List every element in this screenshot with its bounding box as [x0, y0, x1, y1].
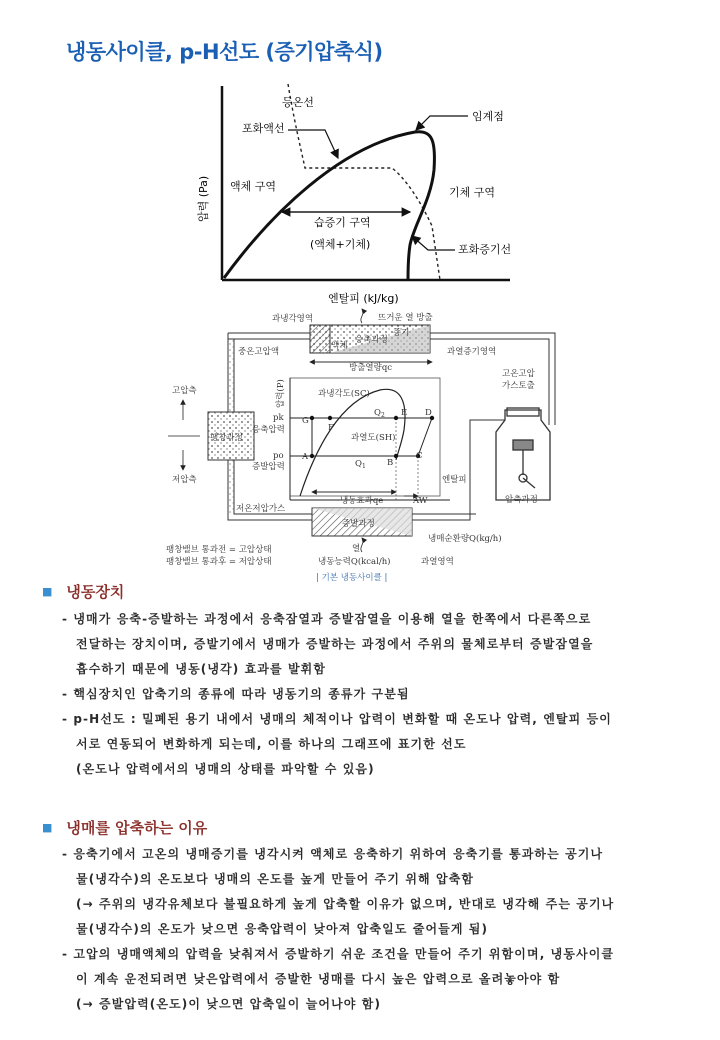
gas-discharge-label: 가스토출 [502, 381, 535, 391]
point-g-label: G [302, 416, 309, 426]
expansion-label: 팽창과정 [210, 433, 243, 443]
q2-label: $Q_2$ [374, 408, 385, 419]
point-c-label: C [416, 451, 423, 461]
body-line: - 고압의 냉매액체의 압력을 낮춰져서 증발하기 쉬운 조건을 만들어 주기 위함이며, 냉동사이클 [62, 947, 615, 961]
high-side-label: 고압측 [172, 386, 197, 396]
hot-heat-out-label: 뜨거운 열 방출 [378, 313, 433, 323]
flow-rate-label: 냉매순환량Q(kg/h) [428, 534, 502, 544]
sat-vapor-label: 포화증기선 [458, 243, 512, 256]
point-e-label: E [401, 408, 408, 418]
section-heading-compress-reason: ■ 냉매를 압축하는 이유 [42, 819, 208, 837]
valve-after-label: 팽창밸브 통과후 = 저압상태 [166, 557, 272, 567]
pk-label: pk [273, 413, 284, 423]
body-line: - 응축기에서 고온의 냉매증기를 냉각시켜 액체로 응축하기 위하여 응축기를 통과하는 공기나 [62, 847, 604, 861]
body-line: - 핵심장치인 압축기의 종류에 따라 냉동기의 종류가 구분됨 [62, 687, 410, 701]
superheat-zone-label: 과열영역 [421, 557, 454, 567]
body-line: 서로 연동되어 변화하게 되는데, 이를 하나의 그래프에 표기한 선도 [76, 737, 467, 751]
body-line: - p-H선도 : 밀폐된 용기 내에서 냉매의 체적이나 압력이 변화할 때 온도나 압력, 엔탈피 등이 [62, 712, 612, 726]
evap-pressure-label: 증발압력 [252, 462, 285, 472]
pressure-axis-label: 압력(P) [276, 379, 286, 408]
cond-pressure-label: 응축압력 [252, 425, 285, 435]
point-d-label: D [425, 408, 432, 418]
valve-before-label: 팽창밸브 통과전 = 고압상태 [166, 545, 272, 555]
mid-temp-high-label: 중온고압액 [238, 347, 280, 357]
sat-liquid-label: 포화액선 [242, 122, 285, 135]
x-axis-label: 엔탈피 (kJ/kg) [328, 292, 399, 305]
body-line: 물(냉각수)의 온도보다 냉매의 온도를 높게 만들어 주기 위해 압축함 [76, 872, 475, 886]
y-axis-label: 압력 (Pa) [197, 175, 210, 222]
po-label: po [273, 451, 284, 461]
wet-zone-label: 습증기 구역 [314, 216, 371, 229]
aw-label: AW [413, 496, 428, 506]
body-line: (→ 증발압력(온도)이 낮으면 압축일이 늘어나야 함) [76, 997, 382, 1011]
section-heading-refrigerator: ■ 냉동장치 [42, 583, 125, 601]
critical-point-label: 임계점 [472, 110, 504, 123]
liquid-zone-label: 액체 구역 [230, 180, 277, 193]
subcool-region-label: 과냉각영역 [272, 314, 314, 324]
page-title: 냉동사이클, p-H선도 (증기압축식) [66, 40, 383, 64]
q1-label: $Q_1$ [355, 459, 366, 470]
inner-ph-chart [290, 362, 450, 500]
body-line: (→ 주위의 냉각유체보다 불필요하게 높게 압축할 이유가 없으며, 반대로 냉각해 주는 공기나 [76, 897, 615, 911]
low-temp-gas-label: 저온저압가스 [236, 504, 286, 514]
isotherm-label: 등온선 [282, 96, 314, 109]
compression-label: 압축과정 [505, 495, 538, 505]
ph-dome-diagram [0, 0, 720, 310]
liquid-label: 액체 [331, 341, 348, 351]
hot-high-gas-label: 고온고압 [502, 369, 535, 379]
body-line: 이 계속 운전되려면 낮은압력에서 증발한 냉매를 다시 높은 압력으로 올려놓아야 함 [76, 972, 561, 986]
enthalpy-label: 엔탈피 [442, 475, 467, 485]
refrig-effect-label: 냉동효과qe [340, 496, 384, 506]
low-side-label: 저압측 [172, 475, 197, 485]
subcool-sc-label: 과냉각도(SC) [318, 389, 370, 399]
heat-in-label: 열 [352, 544, 361, 554]
wet-zone-sub-label: (액체+기체) [310, 238, 371, 251]
heat-out-qc-label: 방출열량qc [349, 363, 393, 373]
superheat-sh-label: 과열도(SH) [351, 433, 396, 443]
evaporating-label: 증발과정 [342, 519, 375, 529]
vapor-label: 증기 [393, 328, 410, 338]
sat-vapor-pointer [412, 236, 455, 250]
condensing-label: 응축과정 [355, 335, 388, 345]
body-line: (온도나 압력에서의 냉매의 상태를 파악할 수 있음) [76, 762, 375, 776]
saturation-dome [224, 132, 434, 280]
compressor [496, 408, 550, 500]
point-a-label: A [302, 452, 309, 462]
bullet-icon: ■ [42, 585, 53, 598]
refrigeration-cycle-diagram [0, 308, 720, 588]
body-line: 흡수하기 때문에 냉동(냉각) 효과를 발휘함 [76, 662, 327, 676]
gas-zone-label: 기체 구역 [449, 186, 496, 199]
critical-point-pointer [416, 116, 468, 130]
superheat-region-label: 과열증기영역 [447, 347, 497, 357]
body-line: - 냉매가 응축-증발하는 과정에서 응축잠열과 증발잠열을 이용해 열을 한쪽에서 다른쪽으로 [62, 612, 592, 626]
bullet-icon: ■ [42, 821, 53, 834]
capacity-label: 냉동능력Q(kcal/h) [318, 557, 391, 567]
figure-caption: | 기본 냉동사이클 | [316, 573, 388, 583]
sat-liquid-pointer [288, 130, 338, 158]
point-f-label: F [328, 423, 334, 433]
body-line: 전달하는 장치이며, 증발기에서 냉매가 증발하는 과정에서 주위의 물체로부터 증발잠열을 [76, 637, 594, 651]
point-b-label: B [387, 458, 394, 468]
body-line: 물(냉각수)의 온도가 낮으면 응축압력이 낮아져 압축일도 줄어들게 됨) [76, 922, 489, 936]
